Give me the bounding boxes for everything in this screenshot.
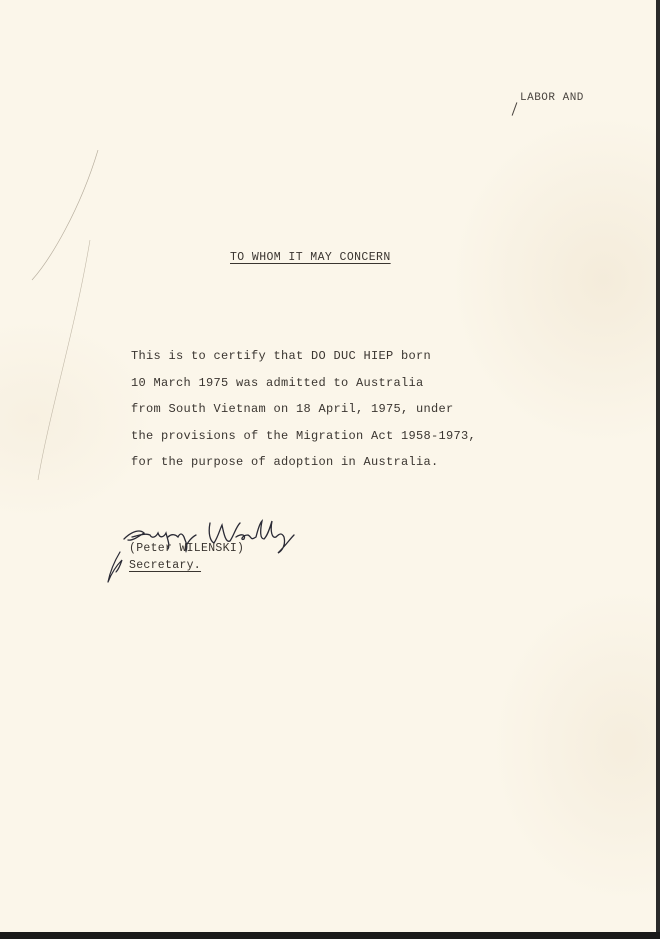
document-title: TO WHOM IT MAY CONCERN (230, 251, 391, 264)
body-line: the provisions of the Migration Act 1958-1973, (131, 428, 477, 443)
header-slash-mark (512, 102, 518, 115)
header-reference: LABOR AND (520, 92, 584, 104)
handwritten-margin-mark (100, 548, 130, 584)
body-line: for the purpose of adoption in Australia. (131, 455, 439, 469)
body-line: from South Vietnam on 18 April, 1975, under (131, 402, 454, 416)
paper-crease-mark (30, 150, 100, 480)
signatory-title: Secretary. (129, 559, 202, 572)
body-line: 10 March 1975 was admitted to Australia (131, 375, 424, 390)
body-line: This is to certify that DO DUC HIEP born (131, 349, 432, 363)
scan-bottom-edge (0, 932, 660, 939)
certificate-body (131, 343, 551, 476)
signatory-name: (Peter WILENSKI) (129, 542, 245, 555)
